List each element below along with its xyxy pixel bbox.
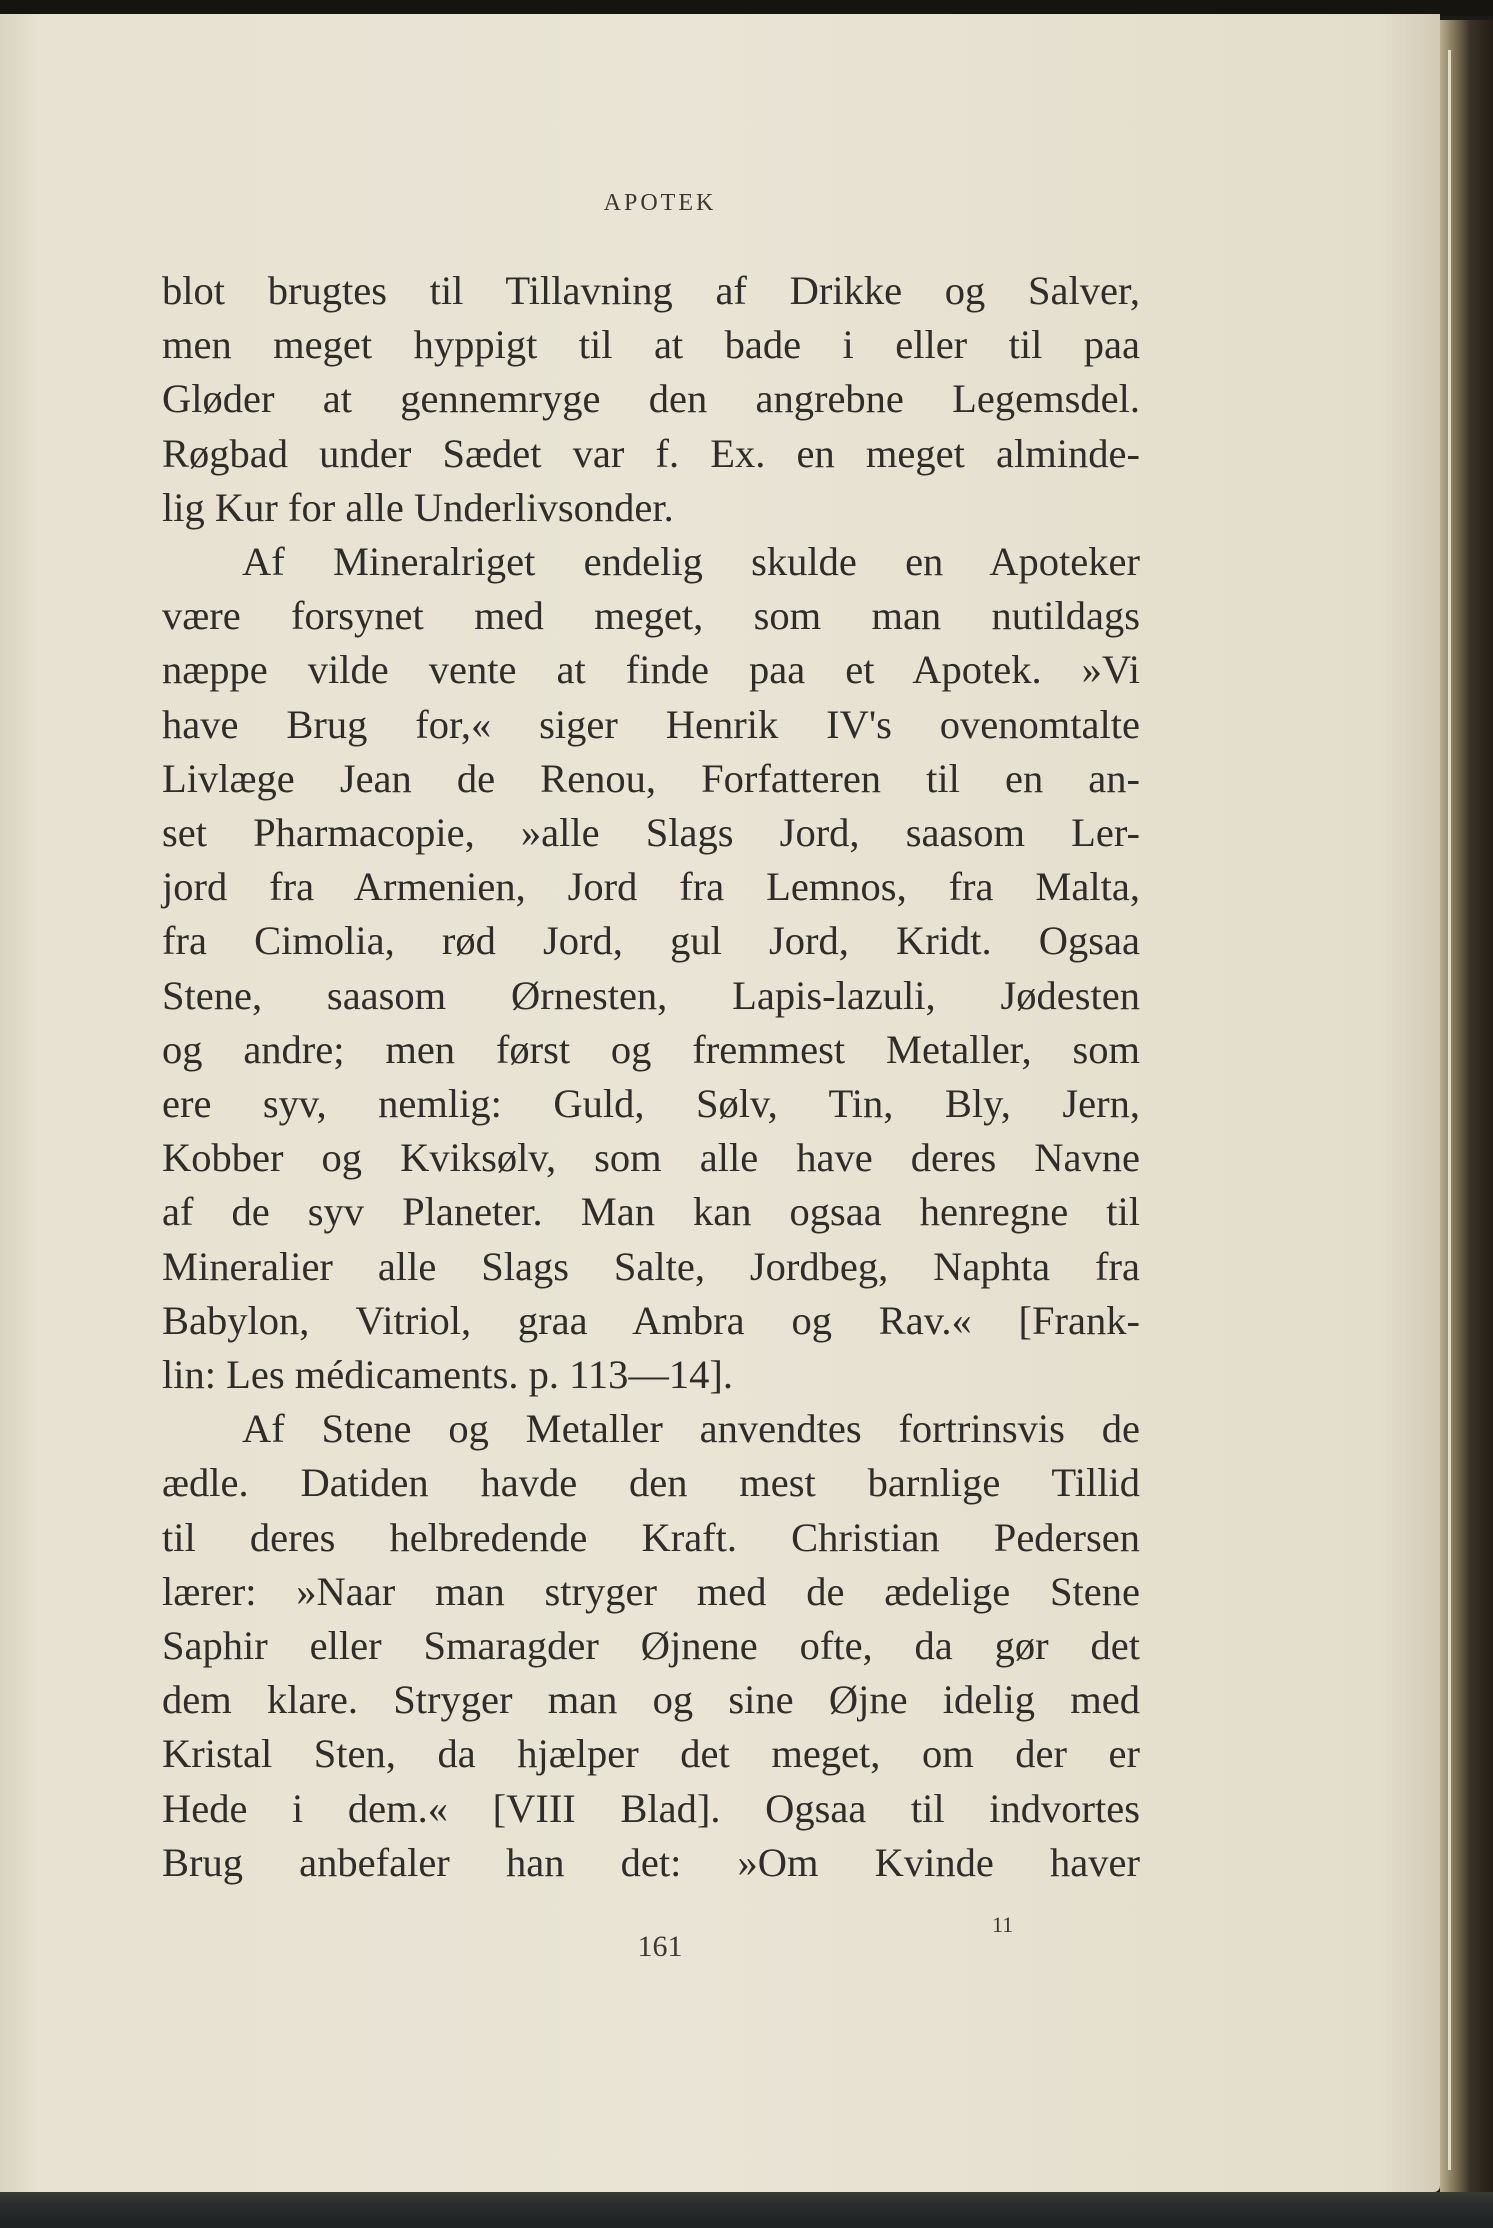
signature-mark: 11 <box>992 1912 1014 1937</box>
text-line: lig Kur for alle Underlivsonder. <box>162 484 674 530</box>
text-line: Mineralier alle Slags Salte, Jordbeg, Naphta fra <box>162 1243 1140 1289</box>
text-line: ædle. Datiden havde den mest barnlige Tillid <box>162 1460 1140 1506</box>
text-line: lærer: »Naar man stryger med de ædelige Stene <box>162 1568 1140 1614</box>
running-head: APOTEK <box>603 190 717 216</box>
text-line: lin: Les médicaments. p. 113—14]. <box>162 1352 734 1398</box>
text-line: af de syv Planeter. Man kan ogsaa henregne til <box>162 1189 1140 1235</box>
text-line: Babylon, Vitriol, graa Ambra og Rav.« [Frank- <box>162 1297 1140 1343</box>
text-line: jord fra Armenien, Jord fra Lemnos, fra Malta, <box>162 864 1140 910</box>
page-number: 161 <box>637 1930 683 1963</box>
text-line: Hede i dem.« [VIII Blad]. Ogsaa til indvortes <box>162 1785 1140 1831</box>
text-line: Saphir eller Smaragder Øjnene ofte, da gør det <box>162 1623 1140 1669</box>
text-line: Røgbad under Sædet var f. Ex. en meget alminde- <box>162 430 1140 476</box>
text-line: have Brug for,« siger Henrik IV's ovenomtalte <box>162 701 1140 747</box>
text-line: og andre; men først og fremmest Metaller, som <box>162 1026 1140 1072</box>
text-line: Livlæge Jean de Renou, Forfatteren til en an- <box>162 755 1140 801</box>
body-text <box>162 264 1140 1890</box>
text-line: Kobber og Kviksølv, som alle have deres Navne <box>162 1135 1140 1181</box>
text-line: næppe vilde vente at finde paa et Apotek. »Vi <box>162 647 1140 693</box>
text-line: dem klare. Stryger man og sine Øjne idelig med <box>162 1677 1140 1723</box>
text-line: være forsynet med meget, som man nutildags <box>162 593 1140 639</box>
text-line: Stene, saasom Ørnesten, Lapis-lazuli, Jødesten <box>162 972 1140 1018</box>
text-line: til deres helbredende Kraft. Christian Pedersen <box>162 1514 1140 1560</box>
book-bottom-edge <box>0 2192 1493 2228</box>
text-line: Af Mineralriget endelig skulde en Apoteker <box>242 539 1140 585</box>
text-line: Af Stene og Metaller anvendtes fortrinsvis de <box>242 1406 1140 1452</box>
text-line: set Pharmacopie, »alle Slags Jord, saasom Ler- <box>162 810 1140 856</box>
page-stack-edge <box>1440 20 1493 2200</box>
text-line: blot brugtes til Tillavning af Drikke og Salver, <box>162 268 1140 313</box>
text-line: men meget hyppigt til at bade i eller til paa <box>162 322 1140 368</box>
text-line: ere syv, nemlig: Guld, Sølv, Tin, Bly, Jern, <box>162 1081 1140 1127</box>
text-line: Brug anbefaler han det: »Om Kvinde haver <box>162 1839 1140 1885</box>
text-line: fra Cimolia, rød Jord, gul Jord, Kridt. Ogsaa <box>162 918 1140 964</box>
text-line: Kristal Sten, da hjælper det meget, om der er <box>162 1731 1140 1777</box>
text-line: Gløder at gennemryge den angrebne Legemsdel. <box>162 376 1140 422</box>
